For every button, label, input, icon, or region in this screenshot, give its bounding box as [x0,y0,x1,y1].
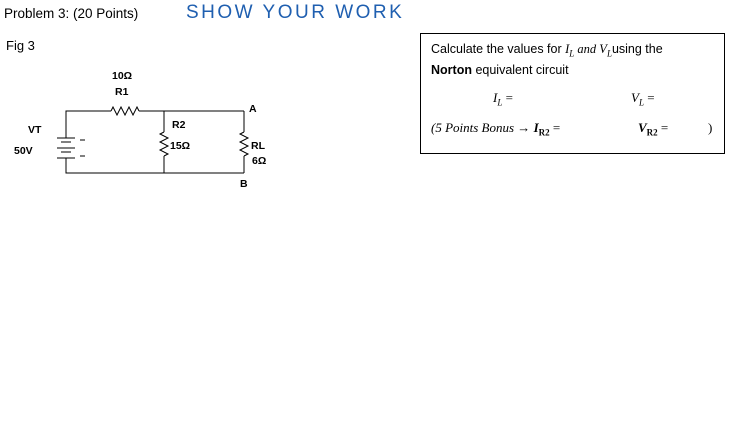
source-name-label: VT [28,124,42,136]
question-line-1: Calculate the values for $I_L$ and $V_Lusing$ the [431,42,663,59]
source-value-label: 50V [14,145,33,157]
problem-heading: Problem 3: (20 Points) [4,6,139,21]
resistor-rl [240,132,248,156]
r2-value-label: 15Ω [170,140,191,152]
node-a-label: A [249,103,257,115]
show-your-work-heading: SHOW YOUR WORK [186,2,405,23]
r1-value-label: 10Ω [112,70,133,82]
resistor-r1 [111,107,139,115]
node-b-label: B [240,178,248,190]
bonus-close-paren: ) [708,120,713,135]
question-box [420,33,725,154]
r1-name-label: R1 [115,86,129,98]
wire-bottom [66,158,244,173]
rl-value-label: 6Ω [252,155,267,167]
bonus-vr2-label: $V_{R2}$ = [638,120,669,138]
question-line-2: Norton equivalent circuit [431,63,569,77]
wire-top-left [66,111,111,138]
vl-answer-label: $V_L$ = [631,90,655,108]
rl-name-label: RL [251,140,265,152]
resistor-r2 [160,132,168,156]
bonus-ir2-label: (5 Points Bonus → $I_{R2}$ = [431,120,561,138]
il-answer-label: $I_L$ = [493,90,513,108]
figure-label: Fig 3 [6,38,35,53]
r2-name-label: R2 [172,119,186,131]
